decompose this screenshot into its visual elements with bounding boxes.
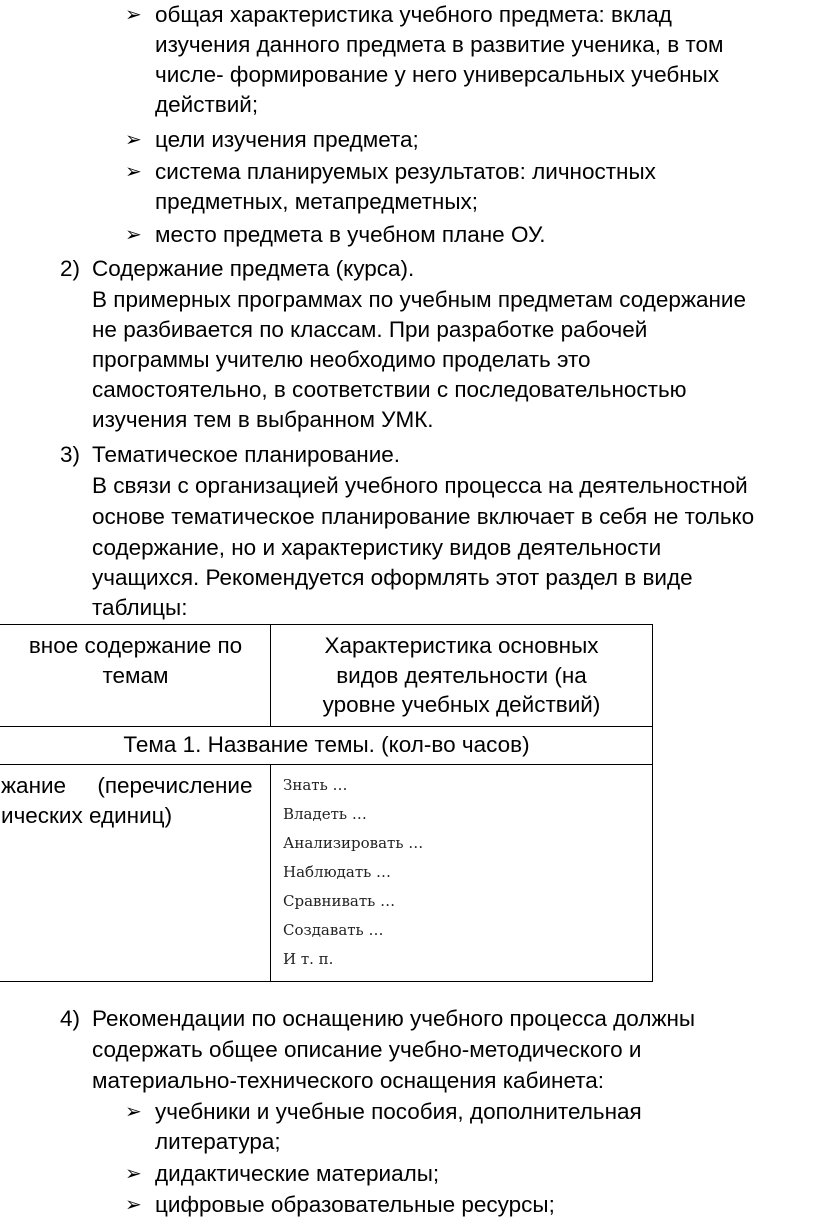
item-number: 2)	[60, 256, 81, 281]
bullet-line: учебники и учебные пособия, дополнительная	[155, 1099, 642, 1124]
header-cell-activities	[271, 625, 653, 727]
item-number: 3)	[60, 442, 81, 467]
paragraph-line: В связи с организацией учебного процесса на деятельностной	[92, 473, 748, 498]
bullet-line: изучения данного предмета в развитие ученика, в том	[155, 32, 724, 57]
activity-item: Знать …	[283, 776, 348, 794]
activity-item: И т. п.	[283, 950, 334, 968]
paragraph-line: не разбивается по классам. При разработке рабочей	[92, 317, 648, 342]
bullet-line: действий;	[155, 92, 259, 117]
header-line: темам	[102, 662, 169, 688]
header-line: вное содержание по	[28, 633, 243, 658]
paragraph-line: содержать общее описание учебно-методического и	[92, 1037, 642, 1062]
bullet-line: дидактические материалы;	[155, 1161, 440, 1186]
activity-item: Анализировать …	[283, 834, 424, 852]
activities-cell	[271, 765, 653, 982]
chevron-bullet-icon: ➢	[125, 159, 142, 183]
topic-cell	[0, 727, 653, 765]
header-line: Характеристика основных	[324, 633, 599, 658]
chevron-bullet-icon: ➢	[125, 222, 142, 246]
bullet-line: общая характеристика учебного предмета: вклад	[155, 2, 672, 27]
content-line: ических единиц)	[1, 802, 173, 828]
paragraph-line: таблицы:	[92, 595, 188, 620]
bullet-line: числе- формирование у него универсальных учебных	[155, 62, 720, 87]
paragraph-line: В примерных программах по учебным предметам содержание	[92, 287, 747, 312]
item-title: Содержание предмета (курса).	[92, 256, 415, 281]
content-cell	[0, 765, 271, 982]
paragraph-line: учащихся. Рекомендуется оформлять этот раздел в виде	[92, 565, 693, 590]
paragraph-line: материально-технического оснащения кабинета:	[92, 1068, 605, 1093]
bullet-line: место предмета в учебном плане ОУ.	[155, 222, 546, 247]
activity-item: Сравнивать …	[283, 892, 396, 910]
header-line: уровне учебных действий)	[322, 692, 601, 718]
bullet-line: система планируемых результатов: личностных	[155, 159, 656, 184]
chevron-bullet-icon: ➢	[125, 1099, 142, 1123]
chevron-bullet-icon: ➢	[125, 1192, 142, 1216]
header-cell-content	[0, 625, 271, 727]
paragraph-line: Рекомендации по оснащению учебного процесса должны	[92, 1006, 696, 1031]
paragraph-line: содержание, но и характеристику видов деятельности	[92, 535, 662, 560]
table-header-row	[0, 625, 653, 727]
paragraph-line: программы учителю необходимо проделать это	[92, 347, 591, 372]
activity-item: Владеть …	[283, 805, 367, 823]
chevron-bullet-icon: ➢	[125, 1161, 142, 1185]
chevron-bullet-icon: ➢	[125, 127, 142, 151]
chevron-bullet-icon: ➢	[125, 2, 142, 26]
bullet-line: предметных, метапредметных;	[155, 189, 479, 214]
table-row	[0, 727, 653, 765]
activity-item: Наблюдать …	[283, 863, 392, 881]
bullet-line: литература;	[155, 1129, 281, 1154]
thematic-planning-table	[0, 624, 653, 982]
item-title: Тематическое планирование.	[92, 442, 401, 467]
table-row	[0, 765, 653, 982]
content-line: жание (перечисление	[1, 773, 253, 798]
bullet-line: цифровые образовательные ресурсы;	[155, 1192, 555, 1217]
paragraph-line: изучения тем в выбранном УМК.	[92, 407, 434, 432]
paragraph-line: самостоятельно, в соответствии с последовательностью	[92, 377, 687, 402]
item-number: 4)	[60, 1006, 81, 1031]
paragraph-line: основе тематическое планирование включает в себя не только	[92, 504, 755, 529]
header-line: видов деятельности (на	[336, 662, 587, 688]
bullet-line: цели изучения предмета;	[155, 127, 419, 152]
topic-title: Тема 1. Название темы. (кол-во часов)	[123, 732, 530, 757]
activity-item: Создавать …	[283, 921, 384, 939]
